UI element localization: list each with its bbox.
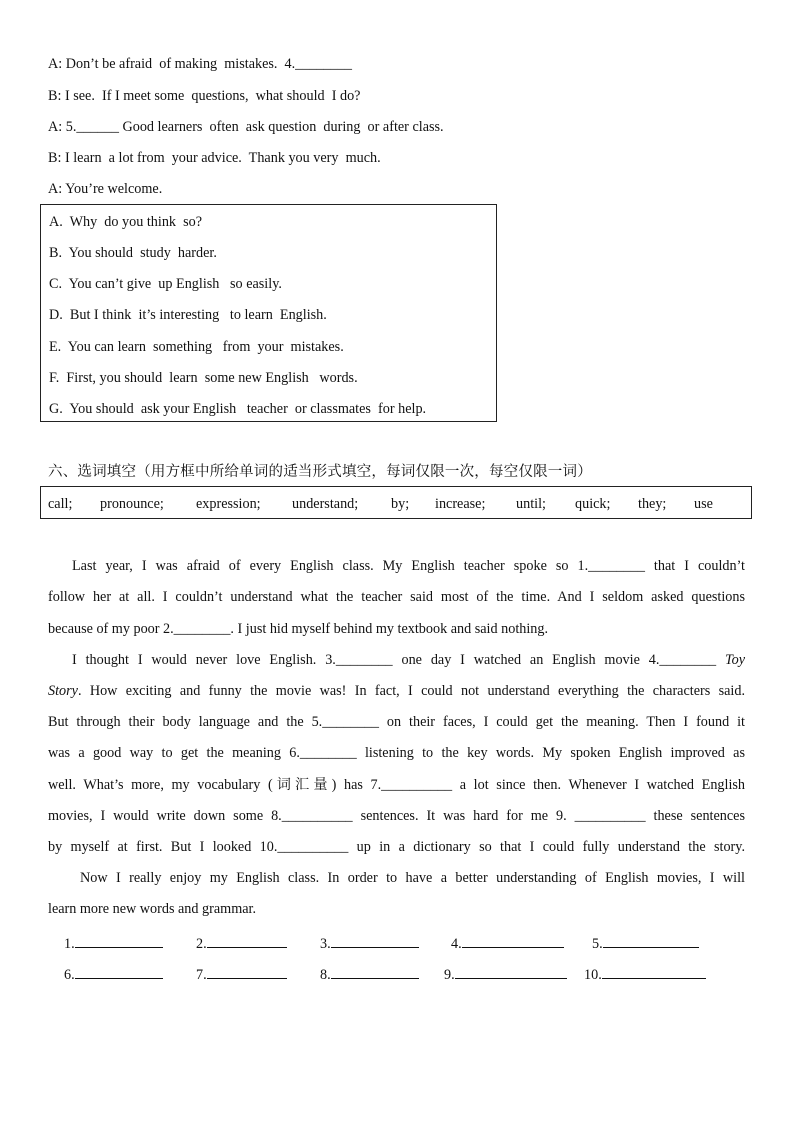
word-bank-item: until; [516,496,546,512]
answer-blank-1[interactable] [64,932,163,953]
answer-number: 4. [451,936,462,952]
answer-number: 10. [584,967,602,983]
word-bank-item: expression; [196,496,261,512]
movie-title: Story [48,683,78,699]
answer-number: 6. [64,967,75,983]
word-bank-item: they; [638,496,667,512]
word-bank-box [40,486,752,519]
dialogue-line: B: I learn a lot from your advice. Thank you very much. [48,150,381,166]
passage-line: because of my poor 2.________. I just hid myself behind my textbook and said nothing. [48,621,549,637]
option-a: A. Why do you think so? [49,214,203,230]
passage-text: I thought I would never love English. 3.________ one day I watched an English movie 4.________ [72,652,726,668]
answer-blank-5[interactable] [592,932,699,953]
word-bank-item: increase; [435,496,486,512]
passage-line: learn more new words and grammar. [48,901,257,917]
option-f: F. First, you should learn some new English words. [49,370,358,386]
word-bank-item: call; [48,496,73,512]
passage-line: follow her at all. I couldn’t understand what the teacher said most of the time. And I seldom asked questions [48,589,745,605]
passage-line: by myself at first. But I looked 10.__________ up in a dictionary so that I could fully understand the story. [48,839,745,855]
answer-blank-8[interactable] [320,963,419,984]
answer-number: 3. [320,936,331,952]
passage-line [48,682,745,700]
answer-number: 1. [64,936,75,952]
passage-line: Now I really enjoy my English class. In order to have a better understanding of English movies, I will [80,870,745,886]
answer-blank-3[interactable] [320,932,419,953]
answer-number: 5. [592,936,603,952]
dialogue-line: A: Don’t be afraid of making mistakes. 4.________ [48,56,352,72]
passage-line: well. What’s more, my vocabulary (词汇量) has 7.__________ a lot since then. Whenever I watched English [48,777,745,793]
dialogue-line: A: 5.______ Good learners often ask question during or after class. [48,119,444,135]
movie-title: Toy [725,652,745,668]
word-bank-item: by; [391,496,410,512]
answer-blank-4[interactable] [451,932,564,953]
option-g: G. You should ask your English teacher or classmates for help. [49,401,427,417]
word-bank-item: pronounce; [100,496,164,512]
answer-number: 2. [196,936,207,952]
option-d: D. But I think it’s interesting to learn English. [49,307,327,323]
answer-number: 7. [196,967,207,983]
word-bank-item: use [694,496,713,512]
passage-line: was a good way to get the meaning 6.________ listening to the key words. My spoken English improved as [48,745,745,761]
option-e: E. You can learn something from your mistakes. [49,339,344,355]
answer-blank-10[interactable] [584,963,706,984]
word-bank-item: understand; [292,496,359,512]
dialogue-line: A: You’re welcome. [48,181,163,197]
dialogue-line: B: I see. If I meet some questions, what should I do? [48,88,361,104]
answer-number: 8. [320,967,331,983]
options-box [40,204,497,422]
answer-number: 9. [444,967,455,983]
answer-blank-6[interactable] [64,963,163,984]
option-c: C. You can’t give up English so easily. [49,276,282,292]
section-title: 六、选词填空（用方框中所给单词的适当形式填空，每词仅限一次，每空仅限一词） [48,464,592,480]
passage-text: . How exciting and funny the movie was! In fact, I could not understand everything the characters said. [77,683,745,699]
answer-blank-2[interactable] [196,932,287,953]
word-bank-item: quick; [575,496,611,512]
passage-line [72,651,745,669]
answer-blank-7[interactable] [196,963,287,984]
passage-line: movies, I would write down some 8.__________ sentences. It was hard for me 9. __________ these sentences [48,808,745,824]
passage-line: But through their body language and the 5.________ on their faces, I could get the meaning. Then I found it [48,714,745,730]
option-b: B. You should study harder. [49,245,217,261]
answer-blank-9[interactable] [444,963,567,984]
passage-line: Last year, I was afraid of every English class. My English teacher spoke so 1.________ that I couldn’t [72,558,745,574]
